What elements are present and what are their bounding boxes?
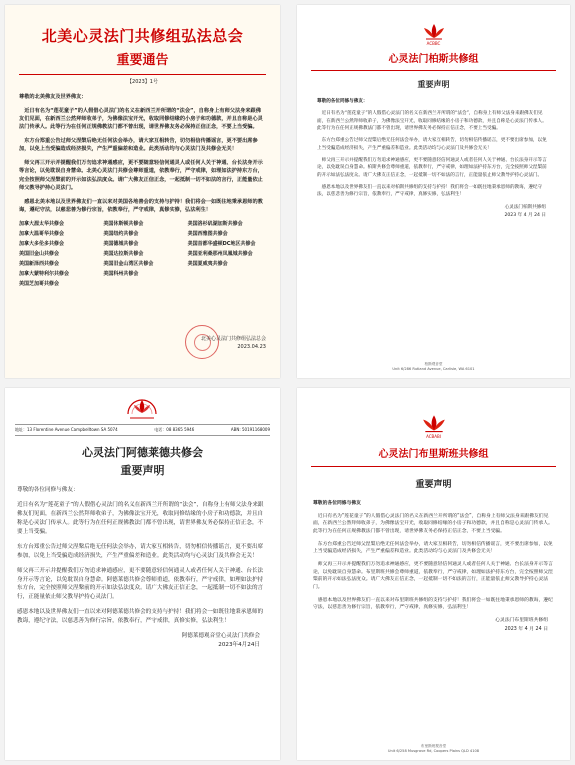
notice-body	[17, 486, 268, 626]
paragraph: 感恩本地以及世界佛友们一直以来对阿德莱德共修会的支持与护持！我们将会一如既往地秉承恩师的教诲，遵纪守法，以慈悲善为修行宗旨，依教奉行，严守戒律，真修实修，弘法利生！	[17, 609, 264, 625]
greeting: 尊敬的各位同修与佛友：	[317, 99, 368, 104]
notice-body	[317, 98, 550, 199]
signature: 心灵法门柏斯共修组	[504, 204, 546, 210]
org-name: 加拿大温哥华共修会	[19, 230, 65, 237]
paragraph: 感恩北美本地以及世界佛友们一直以来对美国各地善会的支持与护持！我们将会一如既往地秉承恩师的教诲，遵纪守法，以慈悲善为修行宗旨，依教奉行，严守戒律，真修实修，弘法利生！	[19, 198, 263, 213]
header-logo	[5, 388, 280, 424]
address: 地址：13 Florentine Avenue Campbelltown SA 5074	[15, 427, 118, 432]
red-divider	[311, 466, 556, 467]
notice-title: 北美心灵法门共修组弘法总会	[41, 27, 244, 45]
org-name	[188, 270, 266, 277]
org-title: 心灵法门柏斯共修组	[388, 54, 479, 65]
org-name: 美国旧金山共修会	[19, 250, 60, 257]
org-name: 美国休斯顿共修会	[103, 220, 144, 227]
footer-name: 柏斯观音堂	[424, 361, 443, 366]
org-name: 美国德城共修会	[103, 240, 139, 247]
paragraph: 东方台郑重公告过师父涅槃后绝无任何法会举办，请大家互相转告，切勿相信传播谣言，更不要出席参加，以免上当受骗造成经济损失，产生严重偏差和造业。此类活动均与心灵法门及共修会无关！	[19, 138, 258, 153]
notice-heading: 重要声明	[120, 464, 165, 477]
org-name: 加拿大蒙特利尔共修会	[19, 270, 70, 277]
org-name: 美国科州共修会	[103, 270, 139, 277]
signature: 心灵法门布里斯班共修组	[495, 618, 548, 624]
notice-brisbane	[297, 388, 570, 760]
org-name: 加拿大渥太华共修会	[19, 220, 65, 227]
temple-logo-icon	[122, 390, 162, 424]
notice-number: 【2023】1号	[127, 79, 158, 85]
paragraph: 近日有名为“莲花童子”的人假借心灵法门的名义在新西兰开所谓的“法会”，自称身上有师父法身来跟佛友们见面，在新西兰公然拜师收弟子，为佛像法宝开光，收取同修结缘的小房子和功德款，并且自称是心灵法门传承人。此等行为在任何正规佛教法门都不曾出现，请世界佛友务必保持正信正念，不要上当受骗。	[313, 513, 553, 535]
red-divider	[311, 70, 556, 71]
logo-text: ACBABI	[426, 434, 441, 439]
paragraph: 感恩本地以及世界佛友们一直以来对柏斯共修组的支持与护持！我们将会一如既往地秉承恩师的教诲，遵纪守法，以慈悲善为修行宗旨，依教奉行，严守戒律，真修实修，弘法利生！	[317, 185, 543, 198]
paragraph: 东方台郑重公告过师父涅槃后绝无任何法会举办，请大家互相转告，切勿相信传播谣言，更不要出席参加，以免上当受骗造成经济损失，产生严重偏差和造业。此类活动均与心灵法门及共修会无关！	[17, 543, 264, 559]
signature-block	[201, 335, 266, 351]
footer	[297, 362, 570, 372]
date: 2023年4月24日	[218, 642, 260, 649]
org-title: 心灵法门阿德莱德共修会	[82, 446, 203, 459]
org-name: 美国夏威夷共修会	[187, 260, 228, 267]
abn: ABN: 50191168009	[230, 427, 270, 432]
signature: 北美心灵法门共修组弘法总会	[200, 336, 266, 342]
greeting: 尊敬的各位同修与佛友	[313, 501, 361, 506]
paragraph: 近日有名为“莲花童子”的人假借心灵法门的名义在新西兰开所谓的“法会”，自称身上有师父法身来跟佛友们见面，在新西兰公然拜师收弟子，为佛像法宝开光，收取同修结缘的小房子和功德款，并且自称是心灵法门传承人。此等行为在任何正规佛教法门都不曾出现，请世界佛友务必保持正信正念，不要上当受骗。	[17, 501, 264, 535]
contact-bar	[15, 424, 270, 436]
footer-address: Unit 6/258 Musgrave Rd, Coopers Plains QLD 4108	[387, 748, 480, 753]
footer-name: 布里斯班观音堂	[420, 743, 447, 748]
lotus-logo-icon	[421, 414, 447, 434]
org-name: 美国西雅图共修会	[187, 230, 228, 237]
org-title: 心灵法门布里斯班共修组	[378, 449, 489, 460]
notice-perth	[297, 5, 570, 378]
org-name: 美国旧金山湾区共修会	[103, 260, 154, 267]
org-name: 美国纽约共修会	[103, 230, 139, 237]
org-name: 美国亚利桑那州凤凰城共修会	[187, 250, 253, 257]
org-name: 美国达拉斯共修会	[103, 250, 144, 257]
footer	[297, 744, 570, 754]
signature-block	[297, 204, 546, 221]
org-name: 美国芝加哥共修会	[19, 280, 60, 287]
phone: 电话：08 8365 5946	[154, 427, 195, 432]
signature-block	[5, 632, 260, 650]
notice-north-america	[5, 5, 280, 378]
org-list	[19, 220, 266, 287]
paragraph: 近日有名为“莲花童子”的人假借心灵法门的名义在新西兰开所谓的“法会”，自称身上有师父法身来跟佛友们见面，在新西兰公然拜师收弟子，为佛像法宝开光，收取同修结缘的小房子和功德款，并且自称是心灵法门传承人。此等行为在任何正规佛教法门都不曾出现，请世界佛友务必保持正信正念，不要上当受骗。	[19, 108, 263, 131]
org-name: 美国洛杉矶湖加斯共修会	[187, 220, 243, 227]
notice-body	[313, 500, 554, 612]
notice-adelaide	[5, 388, 280, 760]
org-name: 美国首都华盛顿DC地区共修会	[187, 240, 256, 247]
date: 2023.04.23	[237, 344, 266, 350]
date: 2023 年 4 月 24 日	[504, 626, 548, 632]
org-name: 加拿大多伦多共修会	[19, 240, 65, 247]
red-divider	[19, 74, 266, 75]
lotus-logo-icon	[422, 23, 446, 41]
greeting: 尊敬的各位同修与佛友：	[17, 487, 79, 493]
paragraph: 师父再三开示并提醒我们万勿追求神通感应，更不要随意轻信何通灵人或者任何人关于神通、台长法身开示等言论，以免耽误自身慧命。柏斯共修会尊师重道，依教奉行，严守戒律，如理如法护持东方台，完全按照师父涅槃前的开示如法弘法度众。请广大佛友正信正念，一起抵制一切不如法的言行，正能量依止师父教导护持心灵法门。	[317, 158, 547, 178]
paragraph: 师父再三开示并提醒我们万勿追求神通感应，更不要随意轻信何通灵人或者任何人关于神通、台长法身开示等言论，以免耽误自身慧命。阿德莱德共修会尊师重道，依教奉行，严守戒律，如理如法护持东方台，完全按照师父涅槃前的开示如法弘法度众。请广大佛友正信正念，一起抵制一切不如法的言行，正能量依止师父教导护持心灵法门。	[17, 567, 264, 601]
paragraph: 感恩本地以及世界佛友们一直以来对布里斯班共修组的支持与护持！我们将会一如既往地秉承恩师的教诲，遵纪守法，以慈悲善为修行宗旨，依教奉行，严守戒律，真修实修，弘法利生！	[313, 597, 553, 611]
date: 2023 年 4 月 24 日	[504, 213, 546, 219]
paragraph: 近日有名为“莲花童子”的人假借心灵法门的名义在新西兰开所谓的“法会”，自称身上有师父法身来跟佛友们见面，在新西兰公然拜师收弟子，为佛像法宝开光，收取同修结缘的小房子和功德款，并且自称是心灵法门传承人。此等行为在任何正规佛教法门都不曾出现，请世界佛友务必保持正信正念，不要上当受骗。	[317, 111, 547, 132]
notice-body	[19, 93, 266, 214]
org-name: 美国新泽西共修会	[19, 260, 60, 267]
paragraph: 东方台郑重公告过师父涅槃后绝无任何法会举办，请大家互相转告，切勿相信传播谣言，更不要出席参加，以免上当受骗造成经济损失，产生严重偏差和造业。此类活动均与心灵法门及共修会无关！	[317, 138, 547, 151]
footer-address: Unit 6/286 Rutland Avenue, Carlisle, WA 6101	[392, 366, 475, 371]
paragraph: 师父再三开示并提醒我们万勿追求神通感应，更不要随意轻信何通灵人或者任何人关于神通、台长法身开示等言论，以免耽误自身慧命。布里斯班共修会尊师重道，依教奉行，严守戒律，如理如法护持东方台，完全按照师父涅槃前的开示如法弘法度众。请广大佛友正信正念，一起抵制一切不如法的言行，正能量依止师父教导护持心灵法门。	[313, 562, 553, 591]
notice-heading: 重要声明	[417, 80, 450, 89]
notice-heading: 重要声明	[415, 480, 452, 490]
paragraph: 东方台郑重公告过师父涅槃后绝无任何法会举办，请大家互相转告，切勿相信传播谣言，更不要出席参加，以免上当受骗造成经济损失，产生严重偏差和造业。此类活动均与心灵法门及共修会无关！	[313, 541, 553, 555]
greeting: 尊敬的北美佛友及世界佛友：	[19, 94, 87, 100]
logo-text: ACBBC	[426, 41, 441, 46]
signature-block	[297, 617, 548, 634]
notice-subtitle: 重要通告	[116, 53, 169, 68]
paragraph: 师父再三开示并提醒我们万勿追求神通感应，更不要随意轻信何通灵人或任何人关于神通、台长法身开示等言论，以免耽误自身慧命。北美心灵法门共修会尊师重道，依教奉行，严守戒律，如理如法护持东方台，完全按照师父涅槃前的开示如法弘法度众。请广大佛友正信正念，一起抵制一切不如法的言行，正能量依止师父教导护持心灵法门。	[19, 160, 263, 191]
signature: 阿德莱德观音堂心灵法门共修会	[181, 633, 260, 640]
